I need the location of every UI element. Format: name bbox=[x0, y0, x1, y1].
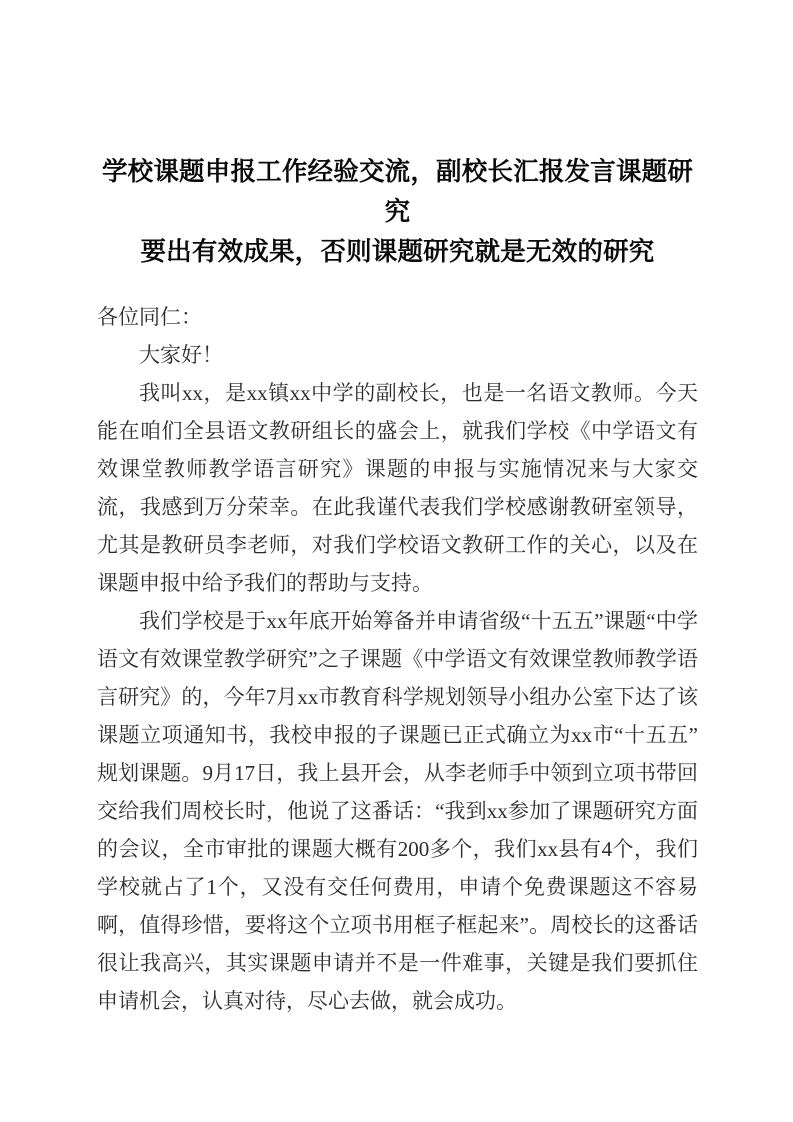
page-title-line-2: 要出有效成果，否则课题研究就是无效的研究 bbox=[140, 238, 655, 266]
page-title-line-1: 学校课题申报工作经验交流，副校长汇报发言课题研究 bbox=[101, 158, 694, 226]
body-paragraph-1: 我叫xx，是xx镇xx中学的副校长，也是一名语文教师。今天能在咱们全县语文教研组长的盛会上，就我们学校《中学语文有效课堂教师教学语言研究》课题的申报与实施情况来与大家交流，我感到万分荣幸。在此我谨代表我们学校感谢教研室领导，尤其是教研员李老师，对我们学校语文教研工作的关心，以及在课题申报中给予我们的帮助与支持。 bbox=[97, 381, 698, 595]
document-content-area bbox=[97, 0, 698, 1020]
body-paragraph-2: 我们学校是于xx年底开始筹备并申请省级“十五五”课题“中学语文有效课堂教学研究”之子课题《中学语文有效课堂教师教学语言研究》的，今年7月xx市教育科学规划领导小组办公室下达了该课题立项通知书，我校申报的子课题已正式确立为xx市“十五五”规划课题。9月17日，我上县开会，从李老师手中领到立项书带回交给我们周校长时，他说了这番话：“我到xx参加了课题研究方面的会议，全市审批的课题大概有200多个，我们xx县有4个，我们学校就占了1个，又没有交任何费用，申请个免费课题这不容易啊，值得珍惜，要将这个立项书用框子框起来”。周校长的这番话很让我高兴，其实课题申请并不是一件难事，关键是我们要抓住申请机会，认真对待，尽心去做，就会成功。 bbox=[97, 609, 698, 1013]
greeting-line: 大家好！ bbox=[139, 343, 223, 367]
page-title bbox=[97, 0, 698, 272]
salutation-line: 各位同仁： bbox=[97, 305, 202, 329]
document-body bbox=[97, 298, 698, 1020]
